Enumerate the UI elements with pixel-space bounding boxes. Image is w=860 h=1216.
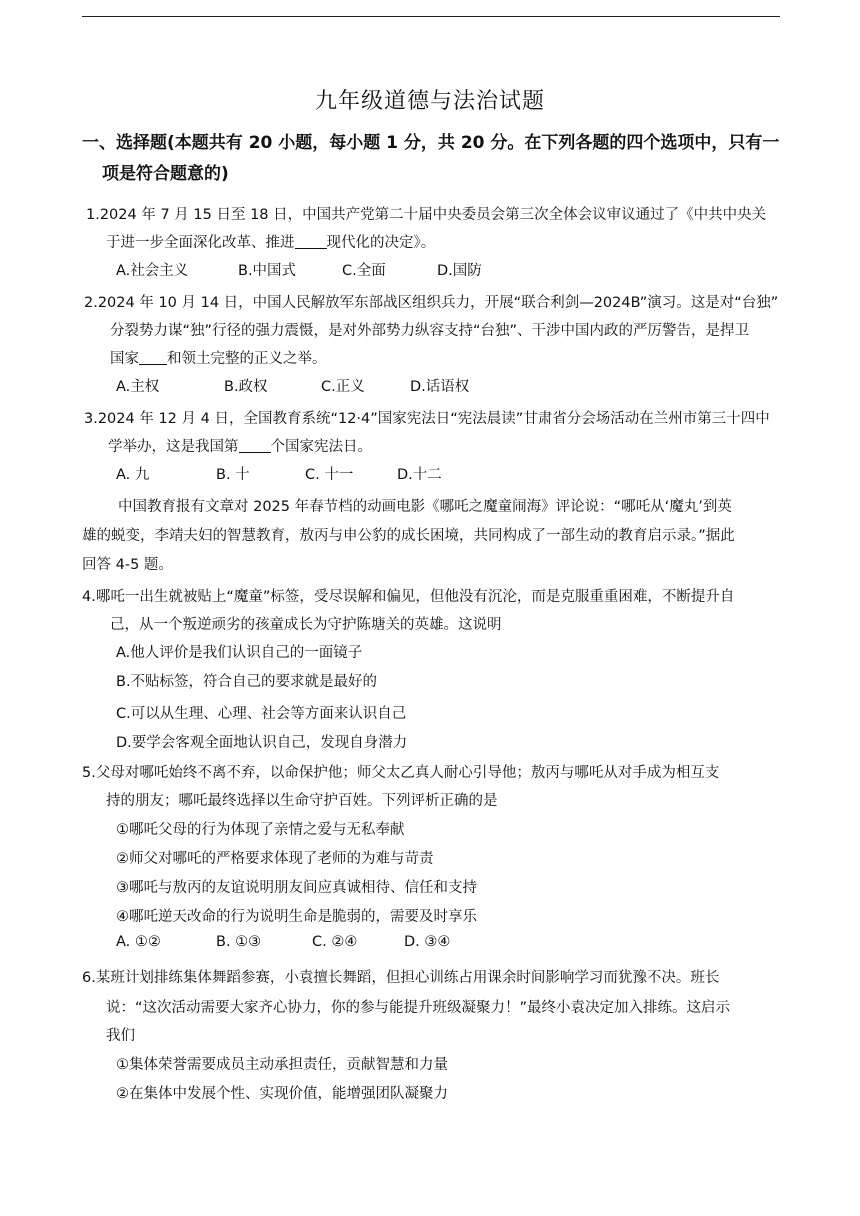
q2-line1: 2.2024 年 10 月 14 日，中国人民解放军东部战区组织兵力，开展“联合利剑—2024B”演习。这是对“台独”: [84, 295, 779, 311]
q6-line3: 我们: [106, 1028, 135, 1044]
q6-item2: ②在集体中发展个性、实现价值，能增强团队凝聚力: [116, 1086, 448, 1102]
q2-option-a: A.主权: [116, 379, 160, 395]
q5-item2: ②师父对哪吒的严格要求体现了老师的为难与苛责: [116, 851, 434, 867]
q2-line3-start: 国家: [110, 351, 139, 367]
q5-option-a: A. ①②: [116, 934, 161, 950]
q5-option-c: C. ②④: [312, 934, 358, 950]
q5-item3: ③哪吒与敖丙的友谊说明朋友间应真诚相待、信任和支持: [116, 880, 477, 896]
q6-item1: ①集体荣誉需要成员主动承担责任，贡献智慧和力量: [116, 1057, 448, 1073]
q6-line2: 说：“这次活动需要大家齐心协力，你的参与能提升班级凝聚力！”最终小袁决定加入排练。这启示: [106, 1000, 731, 1016]
q5-line2: 持的朋友；哪吒最终选择以生命守护百姓。下列评析正确的是: [106, 793, 498, 809]
q5-options: [116, 934, 450, 950]
section-heading-line2: 项是符合题意的): [102, 164, 229, 184]
q3-option-b: B. 十: [216, 467, 250, 483]
q6-line1: 6.某班计划排练集体舞蹈参赛，小袁擅长舞蹈，但担心训练占用课余时间影响学习而犹豫不决。班长: [82, 970, 720, 986]
q3-option-d: D.十二: [397, 467, 442, 483]
q1-option-a: A.社会主义: [116, 263, 189, 279]
material-line3: 回答 4-5 题。: [82, 557, 173, 573]
q2-options: [116, 375, 469, 396]
q2-line2: 分裂势力谋“独”行径的强力震慑，是对外部势力纵容支持“台独”、干涉中国内政的严厉警告，是捍卫: [110, 323, 750, 339]
q1-line2-end: 现代化的决定》。: [326, 235, 436, 251]
q4-option-d: D.要学会客观全面地认识自己，发现自身潜力: [116, 735, 408, 751]
page-title: 九年级道德与法治试题: [314, 89, 545, 114]
q4-option-b: B.不贴标签，符合自己的要求就是最好的: [116, 674, 378, 690]
q5-item4: ④哪吒逆天改命的行为说明生命是脆弱的，需要及时享乐: [116, 909, 477, 925]
material-line1: 中国教育报有文章对 2025 年春节档的动画电影《哪吒之魔童闹海》评论说：“哪吒从‘魔丸’到英: [118, 499, 732, 515]
q2-option-d: D.话语权: [410, 379, 470, 395]
q5-item1: ①哪吒父母的行为体现了亲情之爱与无私奉献: [116, 822, 405, 838]
q3-line2: [108, 435, 372, 456]
q5-option-b: B. ①③: [216, 934, 262, 950]
q5-option-d: D. ③④: [404, 934, 451, 950]
q1-option-d: D.国防: [437, 263, 482, 279]
q4-line1: 4.哪吒一出生就被贴上“魔童”标签，受尽误解和偏见，但他没有沉沦，而是克服重重困难，不断提升自: [82, 589, 735, 605]
q3-line2-start: 学举办，这是我国第: [108, 439, 239, 455]
q1-option-b: B.中国式: [238, 263, 297, 279]
q1-line2-start: 于进一步全面深化改革、推进: [106, 235, 295, 251]
q5-line1: 5.父母对哪吒始终不离不弃，以命保护他；师父太乙真人耐心引导他；敖丙与哪吒从对手成为相互支: [82, 765, 720, 781]
q1-options: [116, 259, 482, 280]
q4-option-a: A.他人评价是我们认识自己的一面镜子: [116, 645, 363, 661]
q3-options: [116, 463, 442, 484]
section-heading: [82, 128, 782, 190]
q1-line1: 1.2024 年 7 月 15 日至 18 日，中国共产党第二十届中央委员会第三次全体会议审议通过了《中共中央关: [86, 207, 767, 223]
q4-option-c: C.可以从生理、心理、社会等方面来认识自己: [116, 706, 407, 722]
q2-blank: [139, 350, 167, 365]
q3-option-c: C. 十一: [305, 467, 354, 483]
q1-blank: [295, 234, 327, 249]
q2-option-b: B.政权: [224, 379, 268, 395]
q3-line2-end: 个国家宪法日。: [270, 439, 372, 455]
q3-line1: 3.2024 年 12 月 4 日，全国教育系统“12·4”国家宪法日“宪法晨读”甘肃省分会场活动在兰州市第三十四中: [84, 411, 770, 427]
q1-option-c: C.全面: [342, 263, 386, 279]
material-line2: 雄的蜕变，李靖夫妇的智慧教育，敖丙与申公豹的成长困境，共同构成了一部生动的教育启示录。”据此: [82, 528, 735, 544]
q2-line3-end: 和领土完整的正义之举。: [167, 351, 327, 367]
header-rule: [82, 16, 780, 17]
q1-line2: [106, 231, 435, 252]
q2-option-c: C.正义: [321, 379, 365, 395]
q4-line2: 己，从一个叛逆顽劣的孩童成长为守护陈塘关的英雄。这说明: [110, 617, 502, 633]
q2-line3: [110, 347, 327, 368]
section-heading-line1: 一、选择题(本题共有 20 小题，每小题 1 分，共 20 分。在下列各题的四个选项中，只有一: [82, 133, 780, 153]
q3-option-a: A. 九: [116, 467, 150, 483]
q3-blank: [239, 438, 271, 453]
